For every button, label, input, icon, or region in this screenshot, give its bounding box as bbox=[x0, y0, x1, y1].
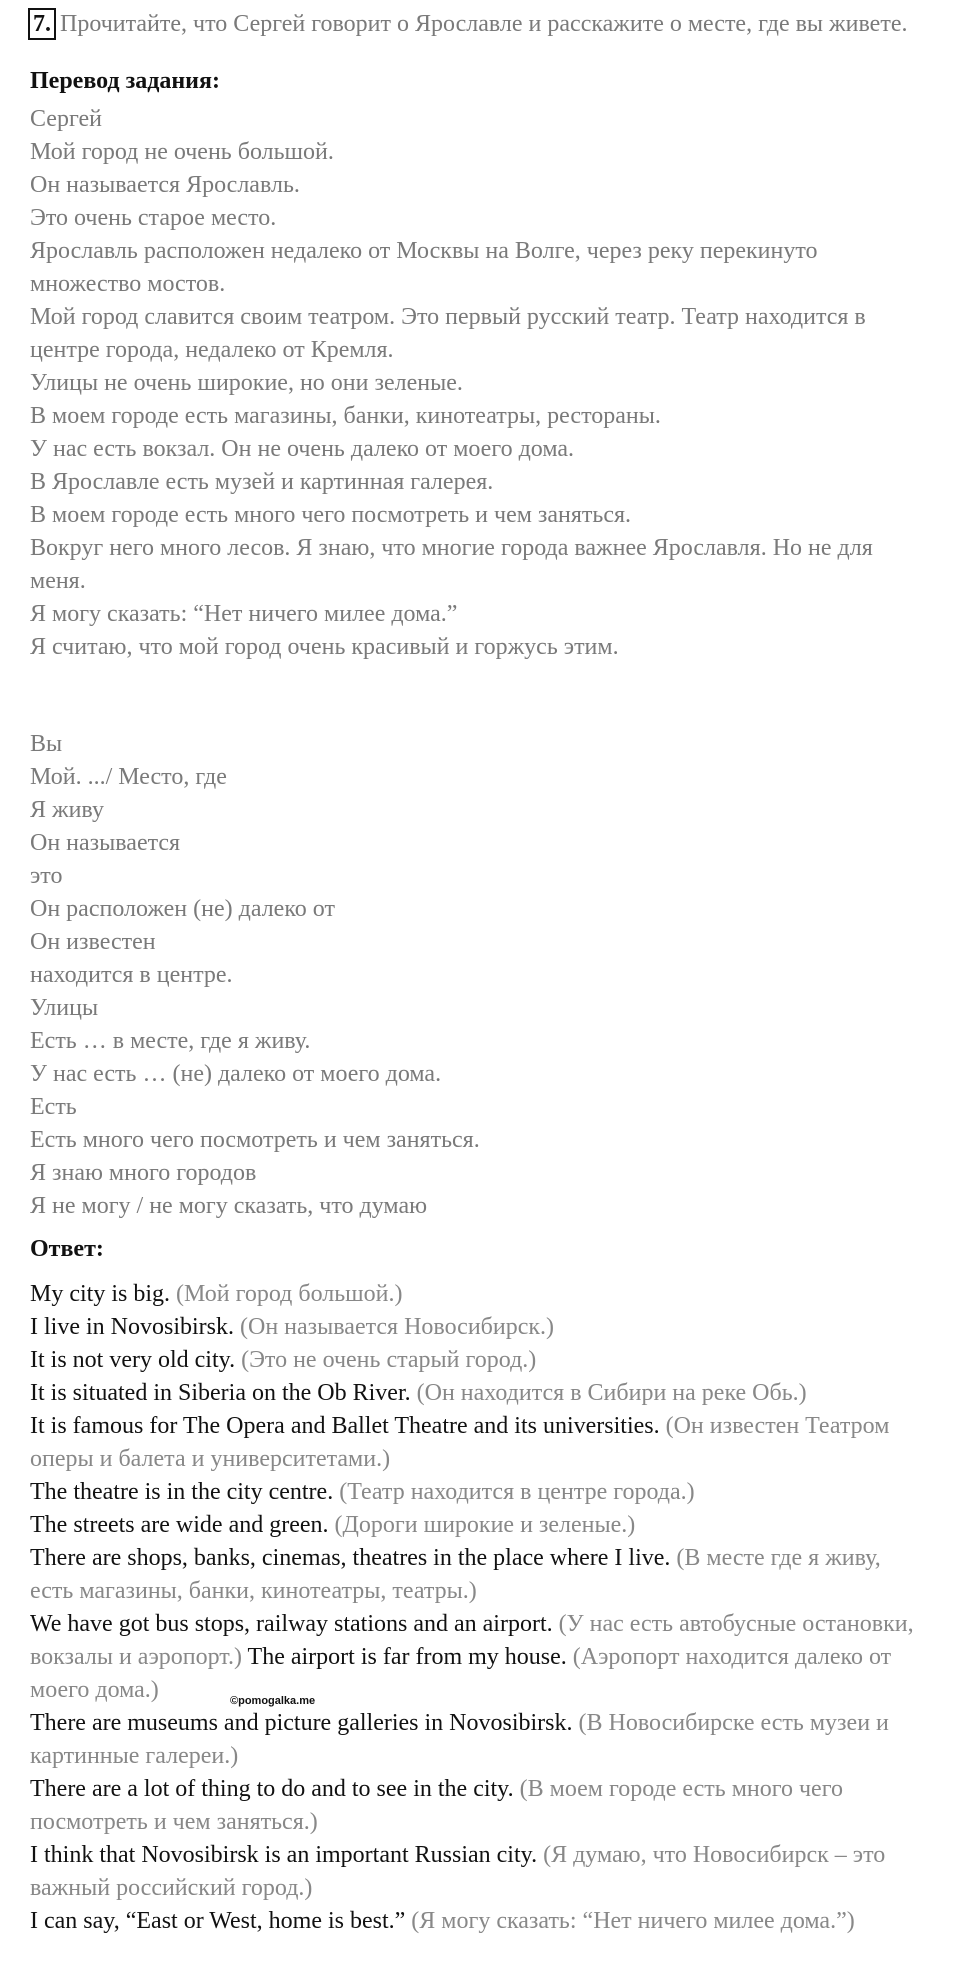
sergey-line: В моем городе есть магазины, банки, кинотеатры, рестораны. bbox=[30, 403, 661, 429]
you-line: Он расположен (не) далеко от bbox=[30, 896, 335, 922]
answer-russian: (Дороги широкие и зеленые.) bbox=[334, 1512, 636, 1538]
answer-item bbox=[30, 1542, 930, 1608]
sergey-line: У нас есть вокзал. Он не очень далеко от моего дома. bbox=[30, 436, 574, 462]
sergey-line: Я считаю, что мой город очень красивый и горжусь этим. bbox=[30, 634, 619, 660]
task-text: Прочитайте, что Сергей говорит о Ярославле и расскажите о месте, где вы живете. bbox=[60, 11, 908, 37]
you-line: Я не могу / не могу сказать, что думаю bbox=[30, 1193, 428, 1219]
sergey-text bbox=[30, 103, 930, 664]
answer-russian: (В месте где я живу, есть магазины, банки, кинотеатры, театры.) bbox=[30, 1545, 881, 1604]
answer-english: There are a lot of thing to do and to see in the city. bbox=[30, 1776, 514, 1802]
answer-russian: (Мой город большой.) bbox=[176, 1281, 403, 1307]
answer-russian: (Он находится в Сибири на реке Обь.) bbox=[416, 1380, 807, 1406]
you-line: находится в центре. bbox=[30, 962, 233, 988]
answer-english: There are museums and picture galleries in Novosibirsk. bbox=[30, 1710, 573, 1736]
answer-russian: (Я думаю, что Новосибирск – это важный российский город.) bbox=[30, 1842, 886, 1901]
answer-english: There are shops, banks, cinemas, theatres in the place where I live. bbox=[30, 1545, 671, 1571]
you-line: Он называется bbox=[30, 830, 181, 856]
answer-item bbox=[30, 1311, 930, 1344]
you-line: Я живу bbox=[30, 797, 104, 823]
answer-english: The airport is far from my house. bbox=[247, 1644, 567, 1670]
answer-english: I think that Novosibirsk is an important Russian city. bbox=[30, 1842, 538, 1868]
answer-heading: Ответ: bbox=[30, 1236, 104, 1262]
answer-russian: (Это не очень старый город.) bbox=[241, 1347, 537, 1373]
answer-item bbox=[30, 1839, 930, 1905]
sergey-line: Это очень старое место. bbox=[30, 205, 277, 231]
answer-item bbox=[30, 1476, 930, 1509]
answer-russian: (В Новосибирске есть музеи и картинные галереи.) bbox=[30, 1710, 889, 1769]
you-line: Мой. .../ Место, где bbox=[30, 764, 227, 790]
sergey-line: В Ярославле есть музей и картинная галерея. bbox=[30, 469, 494, 495]
answer-item bbox=[30, 1377, 930, 1410]
answer-russian: (Аэропорт находится далеко от моего дома.) bbox=[30, 1644, 892, 1703]
answer-item bbox=[30, 1707, 930, 1773]
answer-english: We have got bus stops, railway stations and an airport. bbox=[30, 1611, 553, 1637]
sergey-line: Улицы не очень широкие, но они зеленые. bbox=[30, 370, 463, 396]
translation-heading: Перевод задания: bbox=[30, 68, 220, 94]
answer-english: My city is big. bbox=[30, 1281, 171, 1307]
answer-russian: (Я могу сказать: “Нет ничего милее дома.”) bbox=[411, 1908, 855, 1934]
answer-russian: (У нас есть автобусные остановки, вокзалы и аэропорт.) bbox=[30, 1611, 914, 1670]
answer-english: The streets are wide and green. bbox=[30, 1512, 329, 1538]
watermark: ©pomogalka.me bbox=[230, 1695, 316, 1707]
you-line: Есть bbox=[30, 1094, 77, 1120]
answer-item bbox=[30, 1278, 930, 1311]
answer-english: The theatre is in the city centre. bbox=[30, 1479, 334, 1505]
answer-russian: (Он называется Новосибирск.) bbox=[240, 1314, 555, 1340]
you-line: Вы bbox=[30, 731, 63, 757]
you-line: Есть много чего посмотреть и чем заняться. bbox=[30, 1127, 480, 1153]
answer-english: It is not very old city. bbox=[30, 1347, 236, 1373]
you-template-text bbox=[30, 728, 930, 1223]
answer-item bbox=[30, 1509, 930, 1542]
answer-english: It is situated in Siberia on the Ob River. bbox=[30, 1380, 411, 1406]
answer-russian: (Театр находится в центре города.) bbox=[339, 1479, 695, 1505]
you-line: Улицы bbox=[30, 995, 99, 1021]
sergey-line: Я могу сказать: “Нет ничего милее дома.” bbox=[30, 601, 458, 627]
task-number: 7. bbox=[28, 8, 56, 40]
answer-list bbox=[30, 1278, 930, 1938]
sergey-line: Он называется Ярославль. bbox=[30, 172, 300, 198]
sergey-line: Мой город славится своим театром. Это первый русский театр. Театр находится в центре города, недалеко от Кремля. bbox=[30, 304, 866, 363]
answer-english: I live in Novosibirsk. bbox=[30, 1314, 234, 1340]
answer-russian: (Он известен Театром оперы и балета и университетами.) bbox=[30, 1413, 890, 1472]
sergey-line: Сергей bbox=[30, 106, 102, 132]
sergey-line: В моем городе есть много чего посмотреть и чем заняться. bbox=[30, 502, 632, 528]
you-line: Он известен bbox=[30, 929, 156, 955]
task-statement bbox=[28, 8, 928, 41]
sergey-line: Вокруг него много лесов. Я знаю, что многие города важнее Ярославля. Но не для меня. bbox=[30, 535, 873, 594]
answer-english: I can say, “East or West, home is best.” bbox=[30, 1908, 406, 1934]
you-line: Я знаю много городов bbox=[30, 1160, 257, 1186]
answer-english: It is famous for The Opera and Ballet Theatre and its universities. bbox=[30, 1413, 660, 1439]
answer-item bbox=[30, 1773, 930, 1839]
you-line: Есть … в месте, где я живу. bbox=[30, 1028, 311, 1054]
answer-russian: (В моем городе есть много чего посмотреть и чем заняться.) bbox=[30, 1776, 843, 1835]
answer-item bbox=[30, 1410, 930, 1476]
answer-item bbox=[30, 1905, 930, 1938]
answer-item bbox=[30, 1344, 930, 1377]
sergey-line: Мой город не очень большой. bbox=[30, 139, 334, 165]
answer-item bbox=[30, 1608, 930, 1707]
you-line: это bbox=[30, 863, 63, 889]
you-line: У нас есть … (не) далеко от моего дома. bbox=[30, 1061, 442, 1087]
sergey-line: Ярославль расположен недалеко от Москвы на Волге, через реку перекинуто множество мостов. bbox=[30, 238, 818, 297]
